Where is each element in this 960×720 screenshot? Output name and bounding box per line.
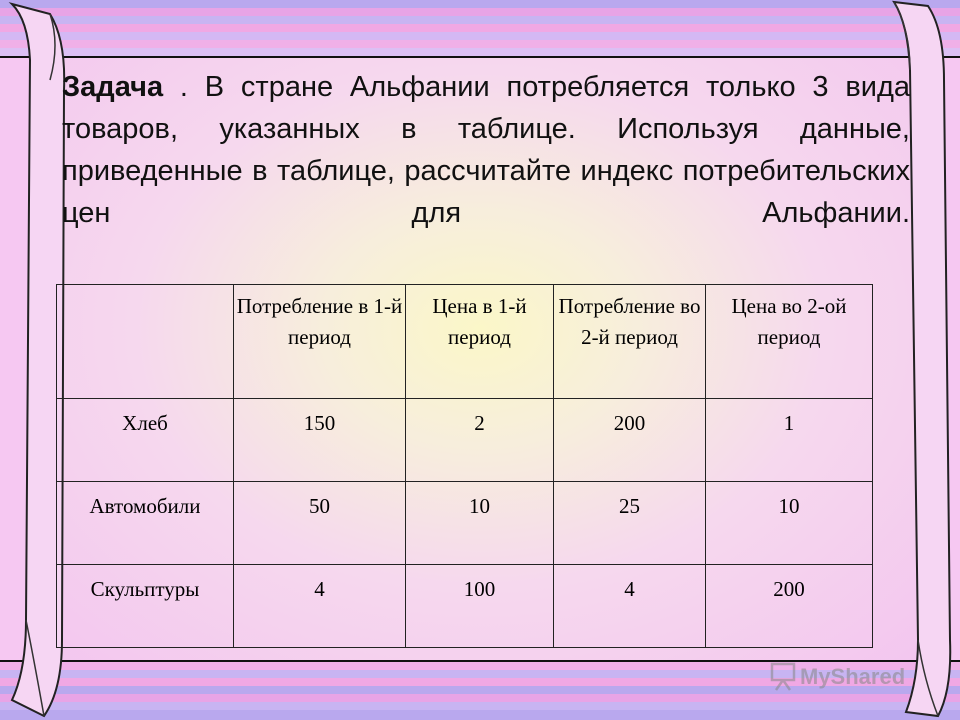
header-consumption-2: Потребление во 2-й период — [554, 285, 706, 399]
cell-product: Хлеб — [57, 399, 234, 482]
cell: 10 — [406, 482, 554, 565]
cell: 50 — [234, 482, 406, 565]
cell: 25 — [554, 482, 706, 565]
watermark-text: MyShared — [800, 664, 906, 689]
task-body: . В стране Альфании потребляется только 3 вида товаров, указанных в таблице. Используя данные, приведенные в таблице, рассчитайте индекс потребительских цен для Альфании. — [62, 71, 910, 229]
presentation-icon — [772, 664, 794, 690]
cell-product: Скульптуры — [57, 565, 234, 648]
table-row — [57, 482, 873, 565]
cell: 200 — [554, 399, 706, 482]
cell: 4 — [234, 565, 406, 648]
table-row — [57, 565, 873, 648]
cell: 100 — [406, 565, 554, 648]
cell: 4 — [554, 565, 706, 648]
table-header-row — [57, 285, 873, 399]
myshared-watermark — [766, 656, 926, 696]
cell: 200 — [706, 565, 873, 648]
top-stripes — [0, 0, 960, 60]
data-table — [56, 284, 873, 648]
cell: 1 — [706, 399, 873, 482]
task-label: Задача — [62, 71, 164, 103]
header-price-2: Цена во 2-ой период — [706, 285, 873, 399]
cell: 10 — [706, 482, 873, 565]
task-text — [62, 66, 910, 234]
header-empty — [57, 285, 234, 399]
table-row — [57, 399, 873, 482]
header-consumption-1: Потребление в 1-й период — [234, 285, 406, 399]
cell: 150 — [234, 399, 406, 482]
header-price-1: Цена в 1-й период — [406, 285, 554, 399]
cell: 2 — [406, 399, 554, 482]
cell-product: Автомобили — [57, 482, 234, 565]
